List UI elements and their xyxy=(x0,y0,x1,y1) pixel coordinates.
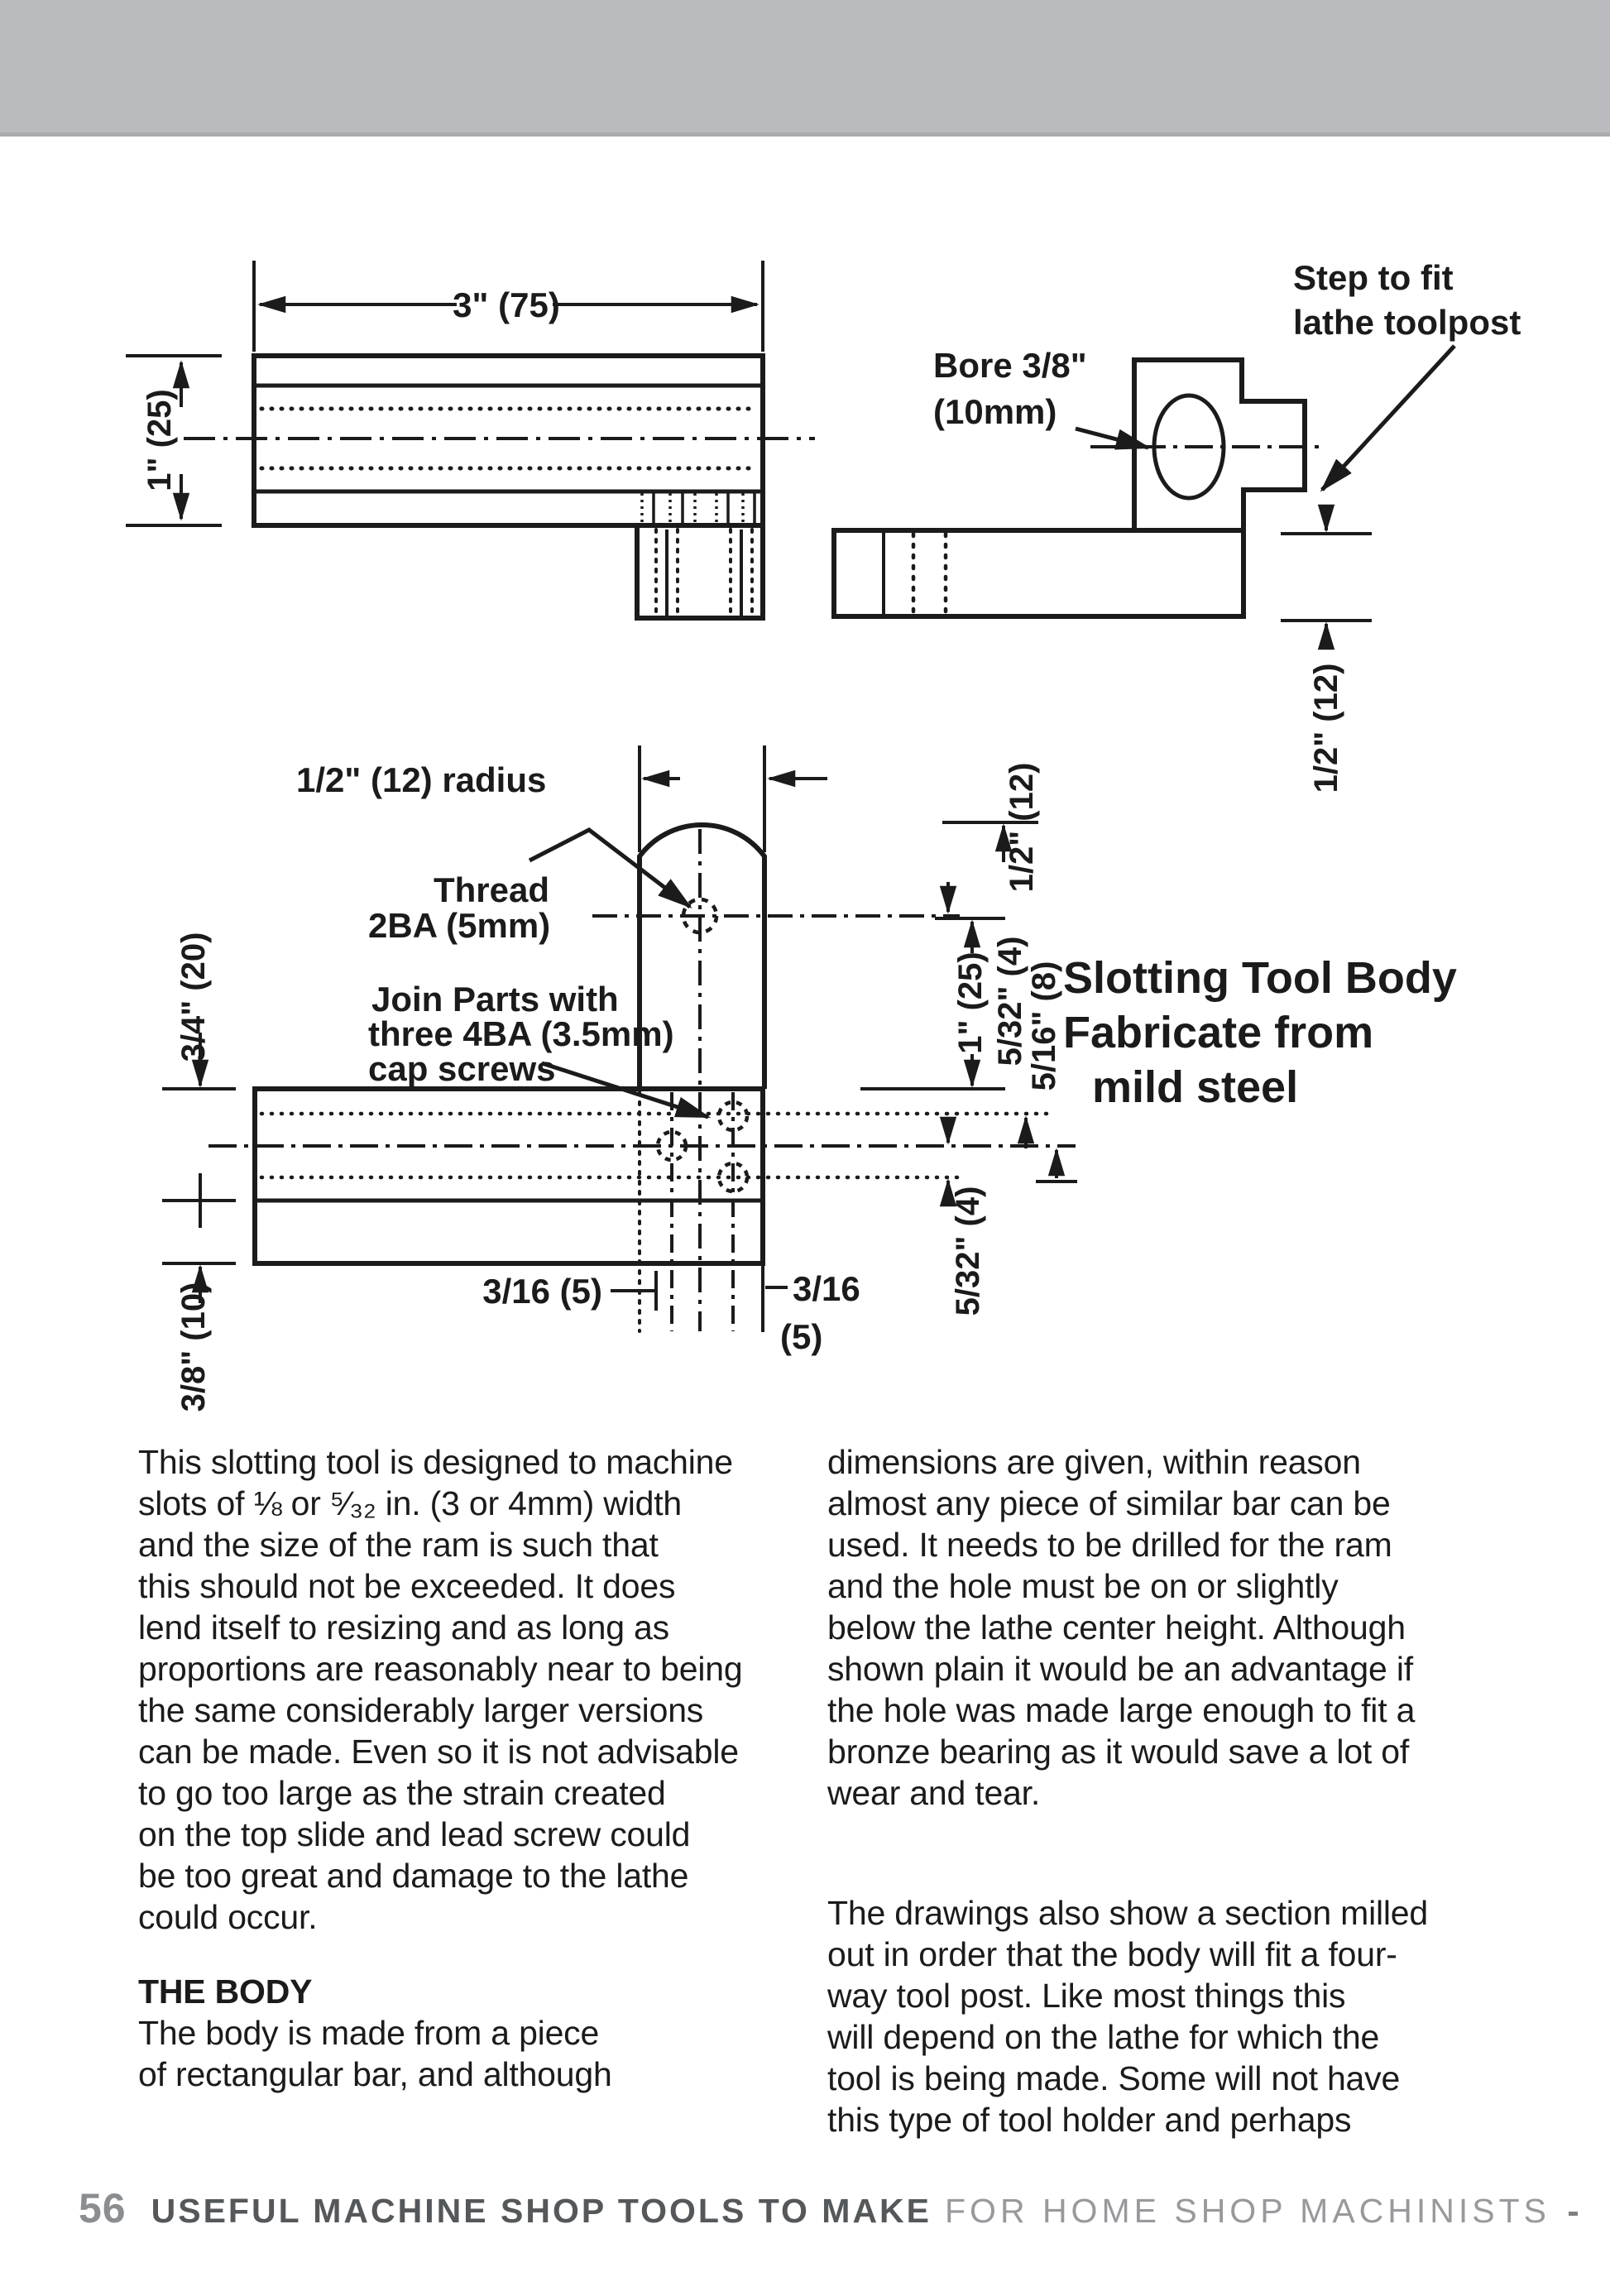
paragraph-gap xyxy=(138,1938,742,1971)
body-text-line: and the hole must be on or slightly xyxy=(827,1567,1339,1605)
dim-38-label: 3/8" (10) xyxy=(175,1282,212,1412)
drawing-title-line2: Fabricate from xyxy=(1063,1008,1374,1057)
body-text-line: way tool post. Like most things this xyxy=(827,1977,1346,2015)
dim-34 xyxy=(162,932,236,1228)
dim-1in-front-label: 1" (25) xyxy=(952,951,989,1054)
dim-height-1in xyxy=(126,356,222,525)
side-view xyxy=(126,261,815,618)
body-text-line: will depend on the lathe for which the xyxy=(827,2018,1380,2056)
dim-316-right xyxy=(763,1261,860,1356)
drawing-title-line1: Slotting Tool Body xyxy=(1063,953,1457,1003)
join-label-line2: three 4BA (3.5mm) xyxy=(368,1014,674,1053)
body-text-line: on the top slide and lead screw could xyxy=(138,1815,691,1853)
footer-series-title: USEFUL MACHINE SHOP TOOLS TO MAKE xyxy=(151,2192,932,2230)
dim-half-end xyxy=(1281,505,1372,793)
bore-label-line2: (10mm) xyxy=(933,392,1057,431)
dim-1in-side-label: 1" (25) xyxy=(141,389,178,491)
body-text-line: out in order that the body will fit a four- xyxy=(827,1935,1397,1973)
dim-316-left-label: 3/16 (5) xyxy=(482,1272,602,1311)
body-text-line: can be made. Even so it is not advisable xyxy=(138,1733,739,1771)
thread-label-line1: Thread xyxy=(434,870,550,909)
body-text-line: The body is made from a piece xyxy=(138,2014,600,2052)
paragraph-gap xyxy=(827,1814,1428,1892)
dim-34-label: 3/4" (20) xyxy=(175,932,212,1062)
screw-holes-hidden xyxy=(656,530,752,616)
join-label-line1: Join Parts with xyxy=(371,980,619,1019)
dim-half-front xyxy=(942,763,1040,912)
footer-rule xyxy=(1569,2212,1578,2216)
dim-316-right-label-b: (5) xyxy=(780,1317,823,1356)
body-text-line: this should not be exceeded. It does xyxy=(138,1567,676,1605)
bore-label-line1: Bore 3/8" xyxy=(933,346,1087,385)
body-text-line: bronze bearing as it would save a lot of xyxy=(827,1733,1410,1771)
dim-532-upper xyxy=(992,937,1028,1148)
radius-label: 1/2" (12) radius xyxy=(296,760,547,799)
body-text-line: below the lathe center height. Although xyxy=(827,1608,1406,1647)
step-label-line1: Step to fit xyxy=(1293,258,1454,297)
drawing-title-line3: mild steel xyxy=(1092,1062,1299,1112)
footer-subtitle: FOR HOME SHOP MACHINISTS xyxy=(945,2192,1551,2230)
dim-532-lower-label: 5/32" (4) xyxy=(950,1186,986,1316)
dim-1in-front xyxy=(860,918,1005,1089)
dim-half-end-label: 1/2" (12) xyxy=(1308,663,1344,793)
dim-316-left xyxy=(482,1271,656,1311)
join-label-line3: cap screws xyxy=(368,1049,556,1088)
technical-drawing xyxy=(0,137,1610,1427)
page-number: 56 xyxy=(79,2185,127,2231)
body-text-line: and the size of the ram is such that xyxy=(138,1526,659,1564)
dim-3in-label: 3" (75) xyxy=(453,285,560,324)
body-text-line: could occur. xyxy=(138,1898,318,1936)
page-footer xyxy=(79,2184,1578,2232)
body-text-line: to go too large as the strain created xyxy=(138,1774,666,1812)
body-text-line: lend itself to resizing and as long as xyxy=(138,1608,669,1647)
dim-width-3in xyxy=(254,261,763,352)
dim-half-front-label: 1/2" (12) xyxy=(1004,762,1040,893)
body-text-line: almost any piece of similar bar can be xyxy=(827,1484,1391,1522)
dim-516-label: 5/16" (8) xyxy=(1026,961,1062,1091)
section-heading: THE BODY xyxy=(138,1972,313,2011)
body-text-line: the same considerably larger versions xyxy=(138,1691,704,1729)
body-text-line: dimensions are given, within reason xyxy=(827,1443,1361,1481)
body-text-line: wear and tear. xyxy=(827,1774,1041,1812)
end-view xyxy=(834,258,1521,793)
dim-532-upper-label: 5/32" (4) xyxy=(992,936,1028,1067)
body-text-line: the hole was made large enough to fit a xyxy=(827,1691,1416,1729)
article-right-column xyxy=(827,1441,1428,2140)
body-text-line: The drawings also show a section milled xyxy=(827,1894,1428,1932)
dim-532-lower xyxy=(948,1119,1077,1316)
body-text-line: of rectangular bar, and although xyxy=(138,2055,612,2093)
body-text-line: slots of ⅛ or ⁵⁄₃₂ in. (3 or 4mm) width xyxy=(138,1484,683,1522)
dim-38 xyxy=(162,1263,236,1412)
body-text-line: This slotting tool is designed to machine xyxy=(138,1443,733,1481)
body-text-line: shown plain it would be an advantage if xyxy=(827,1650,1413,1688)
article-left-column xyxy=(138,1441,742,2095)
body-text-line: this type of tool holder and perhaps xyxy=(827,2101,1352,2139)
dim-radius xyxy=(296,745,827,852)
page-header-band xyxy=(0,0,1610,137)
body-text-line: tool is being made. Some will not have xyxy=(827,2059,1401,2097)
dim-316-right-label-a: 3/16 xyxy=(793,1269,860,1308)
drawing-title xyxy=(1063,953,1457,1112)
body-text-line: be too great and damage to the lathe xyxy=(138,1857,689,1895)
step-label-line2: lathe toolpost xyxy=(1293,303,1521,342)
step-leader xyxy=(1322,346,1454,490)
thread-label-line2: 2BA (5mm) xyxy=(368,906,551,945)
front-view xyxy=(162,745,1077,1412)
body-text-line: proportions are reasonably near to being xyxy=(138,1650,743,1688)
body-text-line: used. It needs to be drilled for the ram xyxy=(827,1526,1392,1564)
